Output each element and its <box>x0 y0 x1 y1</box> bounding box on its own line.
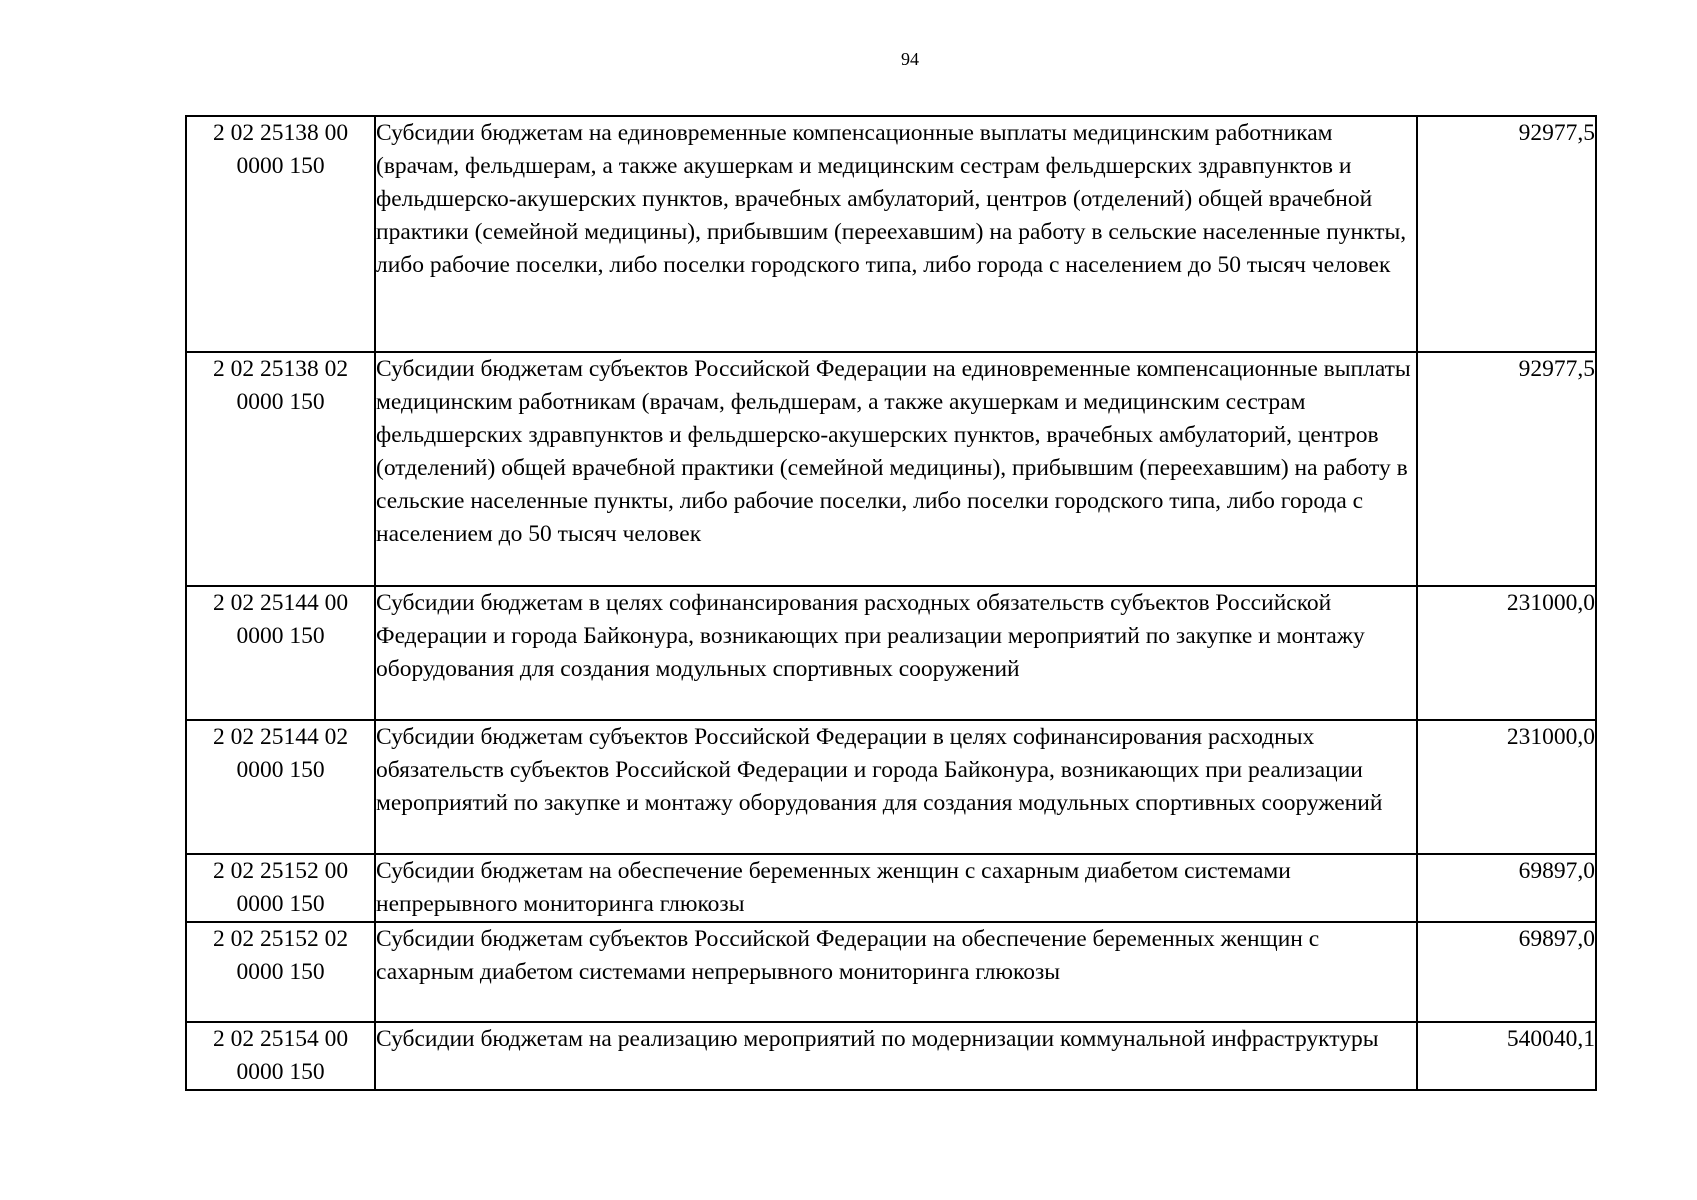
amount-cell: 92977,5 <box>1417 352 1596 586</box>
description-cell: Субсидии бюджетам на реализацию мероприятий по модернизации коммунальной инфраструктуры <box>375 1022 1417 1090</box>
amount-cell: 69897,0 <box>1417 922 1596 1022</box>
amount-cell: 92977,5 <box>1417 116 1596 352</box>
budget-code-cell <box>186 586 375 720</box>
page-number: 94 <box>901 49 919 69</box>
table-row <box>186 586 1596 720</box>
description-cell: Субсидии бюджетам в целях софинансирования расходных обязательств субъектов Российской Федерации и города Байконура, возникающих при реализации мероприятий по закупке и монтажу оборудования для создания модульных спортивных сооружений <box>375 586 1417 720</box>
table-row <box>186 1022 1596 1090</box>
budget-code-line: 2 02 25152 00 <box>212 858 349 884</box>
budget-code-cell <box>186 352 375 586</box>
table-row <box>186 720 1596 854</box>
budget-code-line: 2 02 25154 00 <box>212 1026 349 1052</box>
description-cell: Субсидии бюджетам на единовременные компенсационные выплаты медицинским работникам (врачам, фельдшерам, а также акушеркам и медицинским сестрам фельдшерских здравпунктов и фельдшерско-акушерских пунктов, врачебных амбулаторий, центров (отделений) общей врачебной практики (семейной медицины), прибывшим (переехавшим) на работу в сельские населенные пункты, либо рабочие поселки, либо поселки городского типа, либо города с населением до 50 тысяч человек <box>375 116 1417 352</box>
budget-table <box>185 115 1597 1091</box>
amount-cell: 231000,0 <box>1417 586 1596 720</box>
budget-code-line: 0000 150 <box>236 153 325 179</box>
budget-code-line: 2 02 25144 00 <box>212 590 349 616</box>
table-row <box>186 854 1596 922</box>
table-row <box>186 116 1596 352</box>
budget-code-line: 2 02 25152 02 <box>212 926 349 952</box>
budget-code-line: 0000 150 <box>236 891 325 917</box>
budget-code-line: 0000 150 <box>236 389 325 415</box>
description-cell: Субсидии бюджетам субъектов Российской Федерации на обеспечение беременных женщин с сахарным диабетом системами непрерывного мониторинга глюкозы <box>375 922 1417 1022</box>
amount-cell: 231000,0 <box>1417 720 1596 854</box>
budget-code-cell <box>186 922 375 1022</box>
table-row <box>186 352 1596 586</box>
description-cell: Субсидии бюджетам субъектов Российской Федерации на единовременные компенсационные выплаты медицинским работникам (врачам, фельдшерам, а также акушеркам и медицинским сестрам фельдшерских здравпунктов и фельдшерско-акушерских пунктов, врачебных амбулаторий, центров (отделений) общей врачебной практики (семейной медицины), прибывшим (переехавшим) на работу в сельские населенные пункты, либо рабочие поселки, либо поселки городского типа, либо города с населением до 50 тысяч человек <box>375 352 1417 586</box>
description-cell: Субсидии бюджетам на обеспечение беременных женщин с сахарным диабетом системами непрерывного мониторинга глюкозы <box>375 854 1417 922</box>
budget-code-line: 2 02 25144 02 <box>212 724 349 750</box>
budget-code-line: 0000 150 <box>236 1059 325 1085</box>
budget-code-line: 0000 150 <box>236 623 325 649</box>
budget-code-cell <box>186 720 375 854</box>
amount-cell: 540040,1 <box>1417 1022 1596 1090</box>
budget-code-line: 0000 150 <box>236 959 325 985</box>
description-cell: Субсидии бюджетам субъектов Российской Федерации в целях софинансирования расходных обязательств субъектов Российской Федерации и города Байконура, возникающих при реализации мероприятий по закупке и монтажу оборудования для создания модульных спортивных сооружений <box>375 720 1417 854</box>
amount-cell: 69897,0 <box>1417 854 1596 922</box>
budget-code-cell <box>186 854 375 922</box>
budget-code-line: 2 02 25138 00 <box>212 120 349 146</box>
budget-code-line: 0000 150 <box>236 757 325 783</box>
budget-code-cell <box>186 116 375 352</box>
budget-code-cell <box>186 1022 375 1090</box>
budget-code-line: 2 02 25138 02 <box>212 356 349 382</box>
table-row <box>186 922 1596 1022</box>
